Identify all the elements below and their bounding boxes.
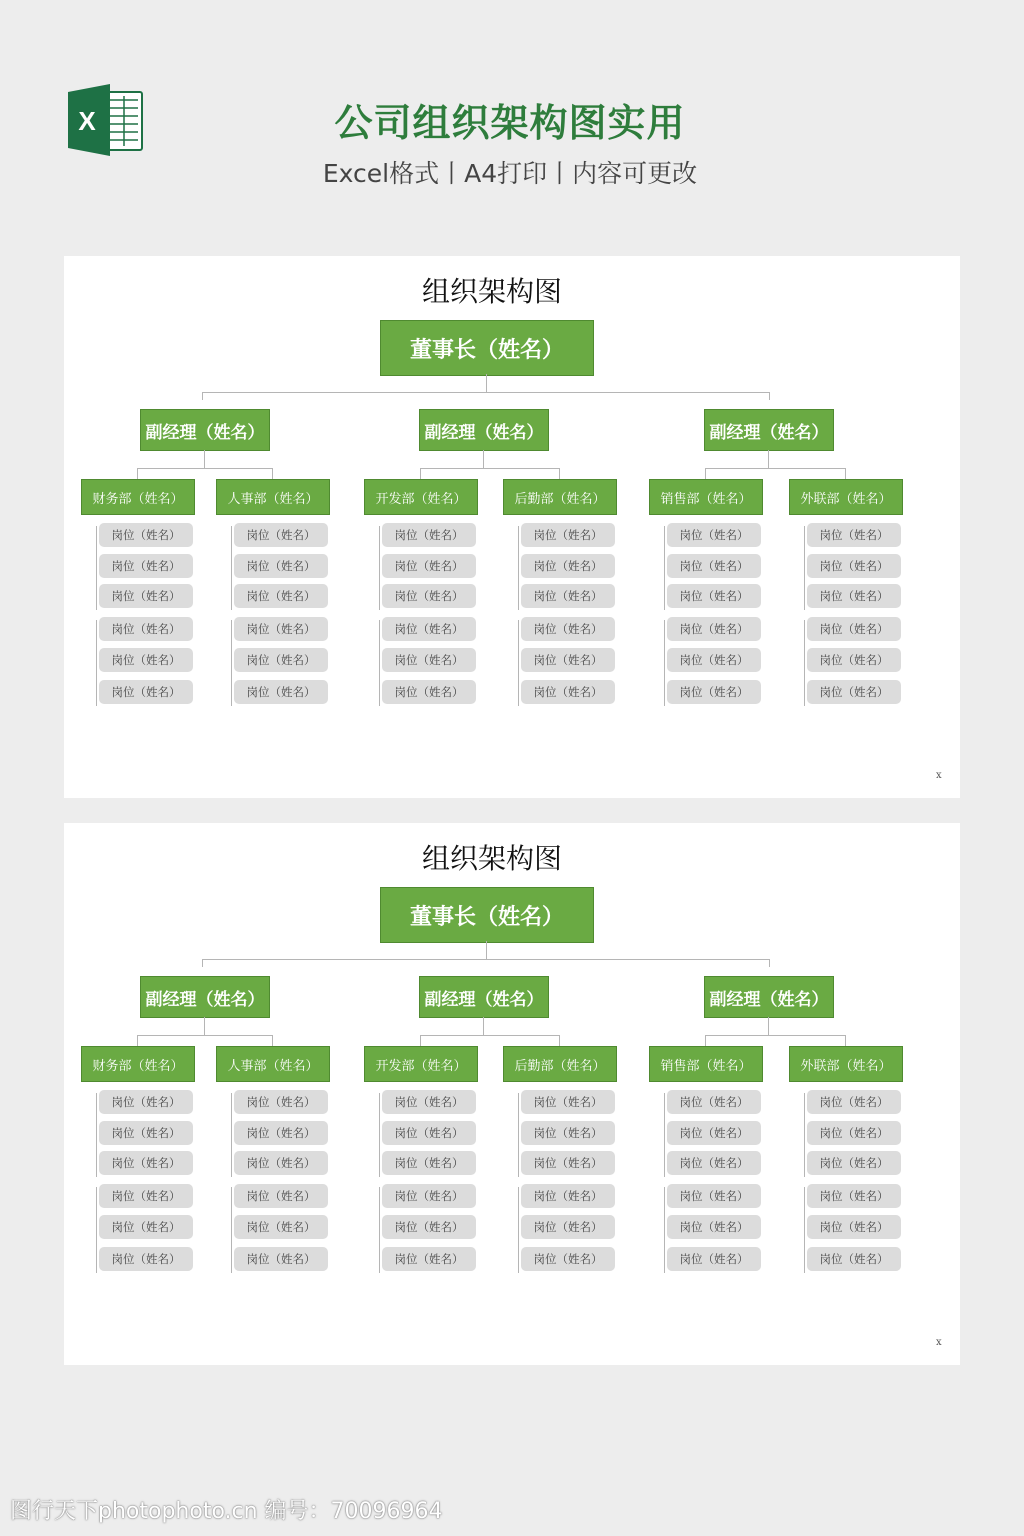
- connector-line: [231, 526, 232, 610]
- connector-line: [379, 620, 380, 706]
- position-box[interactable]: 岗位（姓名）: [807, 554, 901, 578]
- vice-manager-box[interactable]: 副经理（姓名）: [704, 976, 834, 1018]
- connector-line: [231, 620, 232, 706]
- position-box[interactable]: 岗位（姓名）: [99, 523, 193, 547]
- position-box[interactable]: 岗位（姓名）: [234, 554, 328, 578]
- connector-line: [705, 1035, 845, 1036]
- position-box[interactable]: 岗位（姓名）: [99, 1151, 193, 1175]
- sheet-title: 组织架构图: [421, 275, 562, 308]
- position-box[interactable]: 岗位（姓名）: [667, 523, 761, 547]
- connector-line: [804, 1187, 805, 1273]
- position-box[interactable]: 岗位（姓名）: [234, 648, 328, 672]
- position-box[interactable]: 岗位（姓名）: [382, 1215, 476, 1239]
- department-box[interactable]: 开发部（姓名）: [364, 1046, 478, 1082]
- connector-line: [231, 1093, 232, 1177]
- connector-line: [483, 450, 484, 468]
- position-box[interactable]: 岗位（姓名）: [99, 1121, 193, 1145]
- position-box[interactable]: 岗位（姓名）: [521, 554, 615, 578]
- position-box[interactable]: 岗位（姓名）: [521, 1090, 615, 1114]
- position-box[interactable]: 岗位（姓名）: [807, 1184, 901, 1208]
- position-box[interactable]: 岗位（姓名）: [807, 648, 901, 672]
- position-box[interactable]: 岗位（姓名）: [382, 1151, 476, 1175]
- department-box[interactable]: 后勤部（姓名）: [503, 1046, 617, 1082]
- position-box[interactable]: 岗位（姓名）: [234, 523, 328, 547]
- vice-manager-box[interactable]: 副经理（姓名）: [704, 409, 834, 451]
- connector-line: [518, 526, 519, 610]
- position-box[interactable]: 岗位（姓名）: [382, 1090, 476, 1114]
- connector-line: [664, 1093, 665, 1177]
- position-box[interactable]: 岗位（姓名）: [99, 617, 193, 641]
- connector-line: [559, 468, 560, 479]
- position-box[interactable]: 岗位（姓名）: [521, 1121, 615, 1145]
- connector-line: [420, 468, 421, 479]
- position-box[interactable]: 岗位（姓名）: [99, 1184, 193, 1208]
- connector-line: [518, 1187, 519, 1273]
- position-box[interactable]: 岗位（姓名）: [234, 1121, 328, 1145]
- department-box[interactable]: 人事部（姓名）: [216, 1046, 330, 1082]
- position-box[interactable]: 岗位（姓名）: [521, 617, 615, 641]
- position-box[interactable]: 岗位（姓名）: [521, 1247, 615, 1271]
- connector-line: [272, 468, 273, 479]
- connector-line: [804, 620, 805, 706]
- position-box[interactable]: 岗位（姓名）: [234, 1247, 328, 1271]
- position-box[interactable]: 岗位（姓名）: [382, 554, 476, 578]
- position-box[interactable]: 岗位（姓名）: [667, 617, 761, 641]
- position-box[interactable]: 岗位（姓名）: [807, 523, 901, 547]
- connector-line: [202, 392, 203, 400]
- position-box[interactable]: 岗位（姓名）: [667, 1151, 761, 1175]
- position-box[interactable]: 岗位（姓名）: [667, 680, 761, 704]
- position-box[interactable]: 岗位（姓名）: [667, 1184, 761, 1208]
- connector-line: [518, 1093, 519, 1177]
- position-box[interactable]: 岗位（姓名）: [667, 1121, 761, 1145]
- position-box[interactable]: 岗位（姓名）: [807, 1247, 901, 1271]
- connector-line: [804, 1093, 805, 1177]
- position-box[interactable]: 岗位（姓名）: [234, 1090, 328, 1114]
- org-chart-sheet: [64, 256, 960, 798]
- vice-manager-box[interactable]: 副经理（姓名）: [419, 976, 549, 1018]
- connector-line: [96, 526, 97, 610]
- position-box[interactable]: 岗位（姓名）: [667, 1215, 761, 1239]
- excel-logo-icon: [66, 84, 144, 156]
- position-box[interactable]: 岗位（姓名）: [382, 617, 476, 641]
- connector-line: [845, 1035, 846, 1046]
- connector-line: [96, 1093, 97, 1177]
- connector-line: [204, 1017, 205, 1035]
- connector-line: [202, 392, 770, 393]
- position-box[interactable]: 岗位（姓名）: [807, 1090, 901, 1114]
- connector-line: [664, 1187, 665, 1273]
- position-box[interactable]: 岗位（姓名）: [382, 1184, 476, 1208]
- connector-line: [664, 620, 665, 706]
- connector-line: [379, 1093, 380, 1177]
- position-box[interactable]: 岗位（姓名）: [382, 680, 476, 704]
- connector-line: [769, 392, 770, 400]
- position-box[interactable]: 岗位（姓名）: [99, 648, 193, 672]
- connector-line: [486, 941, 487, 959]
- position-box[interactable]: 岗位（姓名）: [382, 648, 476, 672]
- department-box[interactable]: 后勤部（姓名）: [503, 479, 617, 515]
- vice-manager-box[interactable]: 副经理（姓名）: [140, 976, 270, 1018]
- position-box[interactable]: 岗位（姓名）: [99, 554, 193, 578]
- connector-line: [96, 1187, 97, 1273]
- chairman-box[interactable]: 董事长（姓名）: [380, 887, 594, 943]
- connector-line: [559, 1035, 560, 1046]
- connector-line: [202, 959, 203, 967]
- position-box[interactable]: 岗位（姓名）: [807, 617, 901, 641]
- department-box[interactable]: 开发部（姓名）: [364, 479, 478, 515]
- position-box[interactable]: 岗位（姓名）: [521, 680, 615, 704]
- department-box[interactable]: 财务部（姓名）: [81, 1046, 195, 1082]
- position-box[interactable]: 岗位（姓名）: [667, 1090, 761, 1114]
- position-box[interactable]: 岗位（姓名）: [521, 1184, 615, 1208]
- connector-line: [96, 620, 97, 706]
- connector-line: [379, 1187, 380, 1273]
- department-box[interactable]: 财务部（姓名）: [81, 479, 195, 515]
- vice-manager-box[interactable]: 副经理（姓名）: [140, 409, 270, 451]
- connector-line: [272, 1035, 273, 1046]
- sheet-title: 组织架构图: [421, 842, 562, 875]
- position-box[interactable]: 岗位（姓名）: [667, 1247, 761, 1271]
- connector-line: [231, 1187, 232, 1273]
- page-header: [0, 0, 1024, 240]
- position-box[interactable]: 岗位（姓名）: [234, 680, 328, 704]
- page-title: 公司组织架构图实用: [334, 101, 686, 145]
- watermark: 图行天下photophoto.cn 编号：70096964: [10, 1499, 443, 1524]
- connector-line: [137, 468, 272, 469]
- position-box[interactable]: 岗位（姓名）: [99, 1090, 193, 1114]
- connector-line: [204, 450, 205, 468]
- position-box[interactable]: 岗位（姓名）: [234, 1215, 328, 1239]
- page-mark: x: [936, 770, 942, 781]
- position-box[interactable]: 岗位（姓名）: [382, 523, 476, 547]
- position-box[interactable]: 岗位（姓名）: [667, 584, 761, 608]
- position-box[interactable]: 岗位（姓名）: [382, 584, 476, 608]
- connector-line: [705, 1035, 706, 1046]
- position-box[interactable]: 岗位（姓名）: [521, 1215, 615, 1239]
- connector-line: [202, 959, 770, 960]
- connector-line: [379, 526, 380, 610]
- connector-line: [137, 1035, 272, 1036]
- connector-line: [137, 468, 138, 479]
- position-box[interactable]: 岗位（姓名）: [382, 1247, 476, 1271]
- connector-line: [769, 959, 770, 967]
- position-box[interactable]: 岗位（姓名）: [234, 584, 328, 608]
- connector-line: [768, 1017, 769, 1035]
- position-box[interactable]: 岗位（姓名）: [807, 1151, 901, 1175]
- position-box[interactable]: 岗位（姓名）: [521, 584, 615, 608]
- vice-manager-box[interactable]: 副经理（姓名）: [419, 409, 549, 451]
- department-box[interactable]: 人事部（姓名）: [216, 479, 330, 515]
- position-box[interactable]: 岗位（姓名）: [521, 648, 615, 672]
- connector-line: [486, 374, 487, 392]
- connector-line: [705, 468, 706, 479]
- position-box[interactable]: 岗位（姓名）: [99, 584, 193, 608]
- position-box[interactable]: 岗位（姓名）: [382, 1121, 476, 1145]
- position-box[interactable]: 岗位（姓名）: [667, 554, 761, 578]
- chairman-box[interactable]: 董事长（姓名）: [380, 320, 594, 376]
- connector-line: [664, 526, 665, 610]
- logo-letter: X: [78, 106, 96, 136]
- department-box[interactable]: 外联部（姓名）: [789, 479, 903, 515]
- position-box[interactable]: 岗位（姓名）: [99, 1247, 193, 1271]
- position-box[interactable]: 岗位（姓名）: [99, 680, 193, 704]
- position-box[interactable]: 岗位（姓名）: [807, 680, 901, 704]
- connector-line: [518, 620, 519, 706]
- position-box[interactable]: 岗位（姓名）: [807, 1121, 901, 1145]
- connector-line: [705, 468, 845, 469]
- position-box[interactable]: 岗位（姓名）: [521, 1151, 615, 1175]
- position-box[interactable]: 岗位（姓名）: [521, 523, 615, 547]
- connector-line: [420, 1035, 421, 1046]
- position-box[interactable]: 岗位（姓名）: [807, 584, 901, 608]
- position-box[interactable]: 岗位（姓名）: [99, 1215, 193, 1239]
- department-box[interactable]: 外联部（姓名）: [789, 1046, 903, 1082]
- position-box[interactable]: 岗位（姓名）: [234, 617, 328, 641]
- connector-line: [420, 468, 559, 469]
- position-box[interactable]: 岗位（姓名）: [234, 1184, 328, 1208]
- page-mark: x: [936, 1337, 942, 1348]
- org-chart-sheet: [64, 823, 960, 1365]
- connector-line: [845, 468, 846, 479]
- page-subtitle: Excel格式丨A4打印丨内容可更改: [322, 159, 698, 188]
- position-box[interactable]: 岗位（姓名）: [807, 1215, 901, 1239]
- position-box[interactable]: 岗位（姓名）: [667, 648, 761, 672]
- connector-line: [420, 1035, 559, 1036]
- connector-line: [804, 526, 805, 610]
- position-box[interactable]: 岗位（姓名）: [234, 1151, 328, 1175]
- department-box[interactable]: 销售部（姓名）: [649, 1046, 763, 1082]
- connector-line: [768, 450, 769, 468]
- connector-line: [483, 1017, 484, 1035]
- connector-line: [137, 1035, 138, 1046]
- department-box[interactable]: 销售部（姓名）: [649, 479, 763, 515]
